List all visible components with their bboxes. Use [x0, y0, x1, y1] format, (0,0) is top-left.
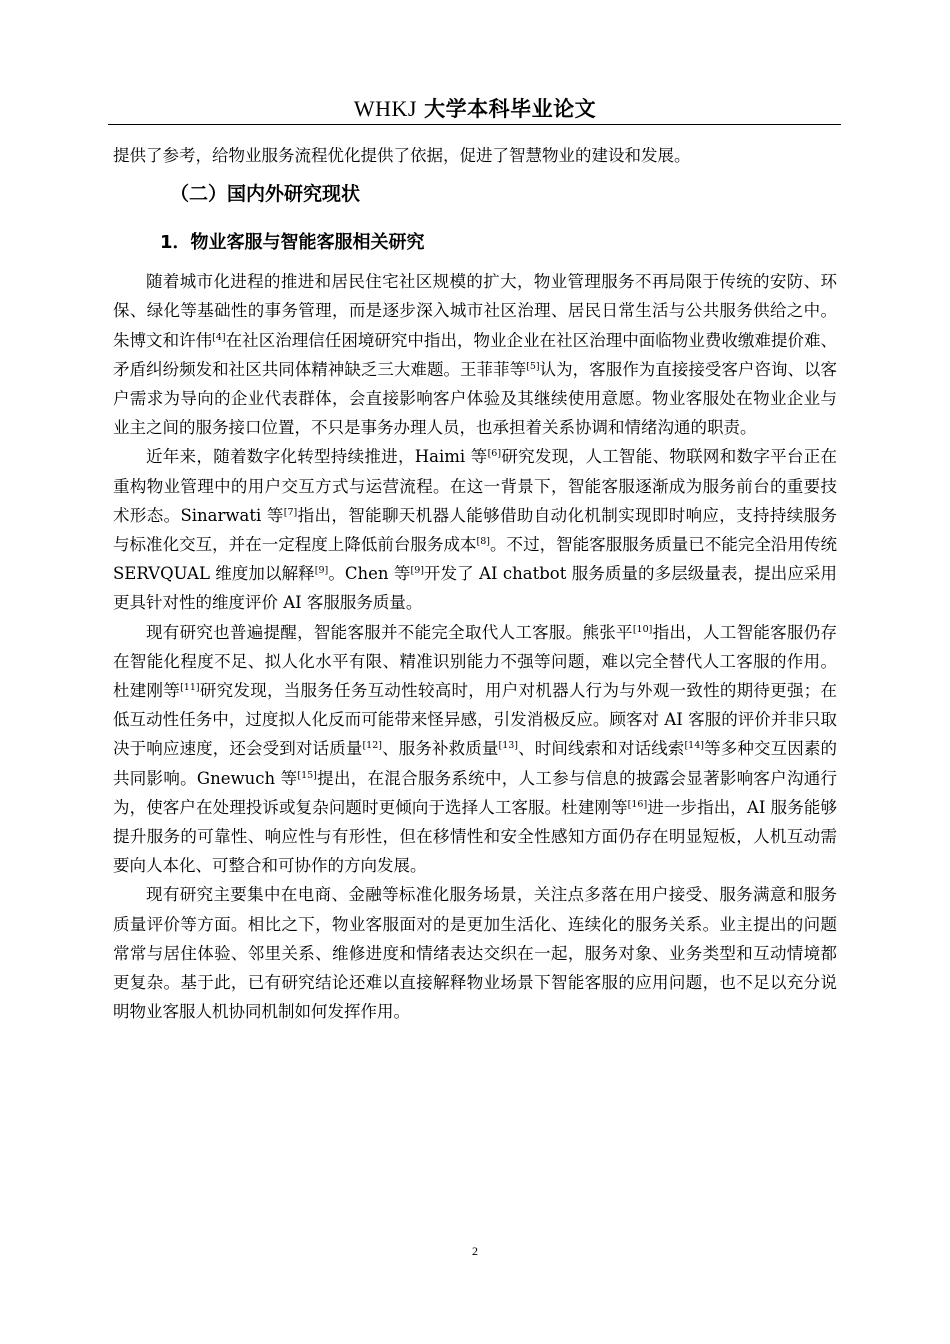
citation: [9]: [410, 565, 424, 577]
paragraph-3-text: 、时间线索和对话线索: [518, 739, 685, 759]
citation: [10]: [632, 623, 653, 635]
citation: [7]: [283, 506, 298, 518]
body-text: [113, 141, 837, 1026]
paragraph-2-text: 研究发现，人工智能、物联网和数字平台正在重构物业管理中的用户交互方式与运营流程。在这一背景下，智能客服逐渐成为服务前台的重要技术形态。Sinarwati 等: [113, 447, 838, 525]
paragraph-3-text: 、服务补救质量: [381, 739, 499, 759]
header-title-latin: WHKJ: [353, 96, 417, 121]
section-heading: （二）国内外研究现状: [170, 183, 361, 206]
paragraph-4: 现有研究主要集中在电商、金融等标准化服务场景，关注点多落在用户接受、服务满意和服务质量评价等方面。相比之下，物业客服面对的是更加生活化、连续化的服务关系。业主提出的问题常常与居住体验、邻里关系、维修进度和情绪表达交织在一起，服务对象、业务类型和互动情境都更复杂。基于此，已有研究结论还难以直接解释物业场景下智能客服的应用问题，也不足以充分说明物业客服人机协同机制如何发挥作用。: [113, 885, 837, 1022]
paragraph-3: [113, 618, 837, 881]
citation: [16]: [627, 798, 648, 810]
paragraph-3-text: 指出，人工智能客服仍存在智能化程度不足、拟人化水平有限、精准识别能力不强等问题，难以完全替代人工客服的作用。杜建刚等: [113, 622, 838, 701]
paragraph-1-text: 在社区治理信任困境研究中指出，物业企业在社区治理中面临物业费收缴难提价难、矛盾纠纷频发和社区共同体精神缺乏三大难题。王菲菲等: [113, 330, 838, 379]
paragraph-1-text: 认为，客服作为直接接受客户咨询、以客户需求为导向的企业代表群体，会直接影响客户体验及其继续使用意愿。物业客服处在物业企业与业主之间的服务接口位置，不只是事务办理人员，也承担着关系协调和情绪沟通的职责。: [113, 359, 838, 438]
citation: [11]: [180, 682, 200, 694]
citation: [4]: [212, 331, 226, 343]
page-number: 2: [472, 1244, 478, 1258]
running-header-title: [0, 96, 950, 122]
paragraph-3-text: 提出，在混合服务系统中，人工参与信息的披露会显著影响客户沟通行为，使客户在处理投诉或复杂问题时更倾向于选择人工客服。杜建刚等: [113, 768, 838, 817]
paragraph-2-text: 开发了 AI chatbot 服务质量的多层级量表，提出应采用更具针对性的维度评价 AI 客服服务质量。: [113, 564, 838, 613]
subsection-heading: 1．物业客服与智能客服相关研究: [160, 232, 425, 254]
paragraph-2-text: 。Chen 等: [328, 564, 411, 584]
citation: [5]: [526, 360, 540, 372]
paragraph-3-text: 进一步指出，AI 服务能够提升服务的可靠性、响应性与有形性，但在移情性和安全性感知方面仍存在明显短板，人机互动需要向人本化、可整合和可协作的方向发展。: [113, 797, 837, 876]
paragraph-1: [113, 267, 837, 442]
citation: [6]: [487, 448, 502, 460]
citation: [14]: [684, 740, 704, 752]
paragraph-3-text: 现有研究也普遍提醒，智能客服并不能完全取代人工客服。熊张平: [146, 622, 633, 642]
citation: [12]: [362, 740, 382, 752]
paragraph-2-text: 近年来，随着数字化转型持续推进，Haimi 等: [146, 447, 488, 467]
header-rule: [108, 124, 841, 125]
paragraph-1-text: 随着城市化进程的推进和居民住宅社区规模的扩大，物业管理服务不再局限于传统的安防、环保、绿化等基础性的事务管理，而是逐步深入城市社区治理、居民日常生活与公共服务供给之中。朱博文和许伟: [113, 272, 837, 350]
paragraph-2-text: 指出，智能聊天机器人能够借助自动化机制实现即时响应，支持持续服务与标准化交互，并在一定程度上降低前台服务成本: [113, 505, 838, 555]
citation: [15]: [297, 769, 317, 781]
paragraph-2-text: 。不过，智能客服服务质量已不能完全沿用传统 SERVQUAL 维度加以解释: [113, 535, 838, 584]
paragraph-2: [113, 442, 837, 617]
citation: [9]: [314, 565, 329, 577]
header-title-cjk: 大学本科毕业论文: [424, 97, 597, 121]
citation: [8]: [476, 536, 490, 548]
paragraph-3-text: 研究发现，当服务任务互动性较高时，用户对机器人行为与外观一致性的期待更强；在低互动性任务中，过度拟人化反而可能带来怪异感，引发消极反应。顾客对 AI 客服的评价并非只取决于响应速度，还会受到对话质量: [113, 681, 837, 759]
citation: [13]: [498, 740, 519, 752]
paragraph-3-text: 等多种交互因素的共同影响。Gnewuch 等: [113, 739, 838, 788]
intro-line: 提供了参考，给物业服务流程优化提供了依据，促进了智慧物业的建设和发展。: [113, 146, 691, 165]
